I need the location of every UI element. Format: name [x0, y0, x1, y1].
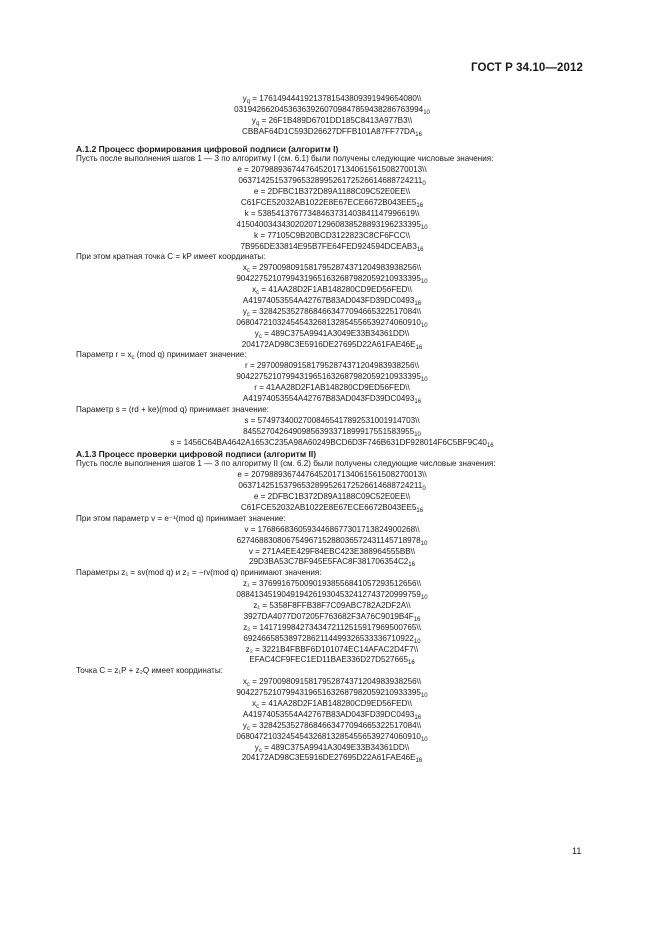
line-ve4: $C61FCE52032AB1022E8E67ECE6672B043EE5_{16}$: [240, 502, 424, 514]
line-s3: $s = 1456C64BA4642A1653C235A98A60249BCD6D3F746B631DF928014F6C5BF9C40_{16}$: [170, 437, 494, 449]
line-cy1: $y_c$ = 32842535278684663477094665322517084\\: [242, 720, 422, 732]
line-ve3: e = 2DFBC1B372D89A1188C09C52E0EE\\: [253, 492, 411, 502]
line-section-a12: А.1.2 Процесс формирования цифровой подписи (алгоритм I): [76, 143, 339, 154]
line-text-param-s: Параметр s = (rd + ke)(mod q) принимает значение:: [76, 404, 269, 414]
line-cy2: $06804721032454543268132854556539274060910_{10}$: [236, 731, 428, 743]
line-z23: z₂ = 3221B4FBBF6D101074EC14AFAC2D4F7\\: [245, 644, 419, 654]
line-xc2: $90422752107994319651632687982059210933395_{10}$: [236, 274, 428, 286]
line-e4: $C61FCE52032AB1022E8E67ECE6672B043EE5_{16}$: [240, 198, 424, 210]
line-y_q4: $CBBAF64D1C593D26627DFFB101A87FF77DA_{16}$: [242, 126, 422, 138]
line-xc3: $x_c$ = 41AA28D2F1AB148280CD9ED56FED\\: [252, 285, 412, 297]
line-v3: v = 271A4EE429F84EBC423E388964555BB\\: [248, 546, 416, 556]
page-number: 11: [572, 846, 582, 856]
line-text-param-v: При этом параметр v = e⁻¹(mod q) принимает значение:: [76, 513, 286, 523]
line-ve1: e = 20798893674476452017134061561508270013\\: [237, 470, 427, 480]
line-r4: $A41974053554A42767B83AD043FD39DC0493_{16}$: [242, 394, 422, 406]
line-e3: e = 2DFBC1B372D89A1188C09C52E0EE\\: [253, 187, 411, 197]
line-z12: $08841345190491942619304532412743720999759_{10}$: [236, 590, 428, 602]
line-e2: $06371425153796532899526172526614688724211_0$: [238, 176, 426, 188]
line-cx4: $A41974053554A42767B83AD043FD39DC0493_{16}$: [242, 709, 422, 721]
line-xc1: $x_c$ = 29700980915817952874371204983938256\\: [242, 263, 422, 275]
line-cx2: $90422752107994319651632687982059210933395_{10}$: [236, 688, 428, 700]
line-y_q3: $y_q$ = 26F1B489D6701DD185C8413A977B3\\: [251, 115, 413, 127]
line-text-a13-intro: Пусть после выполнения шагов 1 — 3 по алгоритму II (см. 6.2) были получены следующие числовые значения:: [76, 459, 496, 469]
line-cx1: $x_c$ = 29700980915817952874371204983938256\\: [242, 677, 422, 689]
line-k3: k = 77105C9B20BCD3122823C8CF6FCC\\: [254, 230, 410, 240]
line-text-param-r: Параметр $r = x_c$ (mod q) принимает значение:: [76, 350, 247, 362]
line-z13: z₁ = 5358F8FFB38F7C09ABC782A2DF2A\\: [253, 600, 411, 610]
line-yc3: $y_c$ = 489C375A9941A3049E33B34361DD\\: [254, 328, 410, 340]
line-cy3: $y_c$ = 489C375A9941A3049E33B34361DD\\: [254, 742, 410, 754]
line-cy4: $204172AD98C3E5916DE27695D22A61FAE46E_{16}$: [241, 753, 423, 765]
line-s1: s = 57497340027008465417892531001914703\\: [244, 415, 420, 425]
line-z24: $EFAC4CF9FEC1ED11BAE336D27D527665_{16}$: [249, 655, 415, 667]
line-z22: $69246658538972862114499326533336710922_{10}$: [243, 633, 421, 645]
line-ve2: $06371425153796532899526172526614688724211_0$: [238, 481, 426, 493]
line-text-point-c2: Точка C = z₁P + z₂Q имеет координаты:: [76, 666, 223, 676]
line-y_q1: $y_q$ = 17614944419213781543809391949654080\\: [242, 94, 422, 105]
line-r3: r = 41AA28D2F1AB148280CD9ED56FED\\: [254, 383, 410, 393]
document-body: [76, 94, 588, 764]
line-text-point-c: При этом кратная точка C = kP имеет координаты:: [76, 252, 266, 262]
line-yc1: $y_c$ = 32842535278684663477094665322517084\\: [242, 306, 422, 318]
line-s2: $84552704264909856393371899917551583955_{10}$: [243, 426, 421, 438]
line-z21: z₂ = 14171998427343472112515917969500765\\: [243, 622, 421, 632]
line-section-a13: А.1.3 Процесс проверки цифровой подписи (алгоритм II): [76, 448, 317, 459]
line-yc2: $06804721032454543268132854556539274060910_{10}$: [236, 317, 428, 329]
line-text-params-z: Параметры z₁ = sv(mod q) и z₂ = −rv(mod q) принимают значения:: [76, 568, 322, 578]
line-z11: z₁ = 37699167500901938556841057293512656\\: [242, 579, 422, 589]
line-text-a12-intro: Пусть после выполнения шагов 1 — 3 по алгоритму I (см. 6.1) были получены следующие числовые значения:: [76, 154, 494, 164]
line-v4: $29D3BA53C7BF945E5FAC8F381706354C2_{16}$: [249, 557, 415, 569]
line-k2: $41504003434302020712960838528893196233395_{10}$: [236, 219, 428, 231]
line-v2: $62746883080675496715288036572431145718978_{10}$: [236, 535, 428, 547]
line-xc4: $A41974053554A42767B83AD043FD39DC0493_{16}$: [242, 296, 422, 308]
line-r2: $90422752107994319651632687982059210933395_{10}$: [236, 372, 428, 384]
line-y_q2: $031942662045363639260709847859438286763994_{10}$: [234, 104, 430, 116]
line-k4: $7B956DE33814E95B7FE64FED924594DCEAB3_{16}$: [240, 241, 424, 253]
line-k1: k = 53854137677348463731403841147996619\\: [244, 208, 420, 218]
line-yc4: $204172AD98C3E5916DE27695D22A61FAE46E_{16}$: [241, 339, 423, 351]
line-r1: r = 29700980915817952874371204983938256\\: [245, 361, 419, 371]
standard-header: ГОСТ Р 34.10—2012: [471, 62, 583, 74]
line-v1: v = 17686683605934468677301713824900268\\: [244, 524, 420, 534]
line-z14: $3927DA4077D07205F763682F3A76C9019B4F_{16}$: [243, 611, 421, 623]
line-e1: e = 20798893674476452017134061561508270013\\: [237, 165, 427, 175]
line-cx3: $x_c$ = 41AA28D2F1AB148280CD9ED56FED\\: [252, 698, 412, 710]
